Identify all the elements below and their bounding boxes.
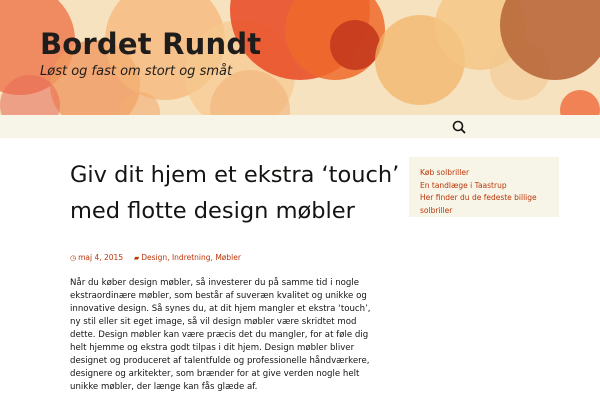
category-link[interactable]: Møbler xyxy=(215,253,241,262)
sidebar-widget xyxy=(409,157,559,217)
category-link[interactable]: Indretning xyxy=(171,253,211,262)
post-body: Når du køber design møbler, så investerer du på samme tid i nogle ekstraordinære møbler, som består af suveræn kvalitet og unikke og innovative design. Så synes du, at dit hjem mangler et ekstra ‘touch’, ny stil eller sit eget image, så vil design møbler være skridtet mod dette. Design møbler kan være præcis det du mangler, for at føle dig helt hjemme og ekstra godt tilpas i dit hjem. Design møbler bliver designet og produceret af talentfulde og professionelle håndværkere, designere og arkitekter, som brænder for at give verden nogle helt unikke møbler, der længe kan fås glæde af. xyxy=(70,278,371,392)
sidebar-link[interactable]: En tandlæge i Taastrup xyxy=(420,180,507,190)
search-icon xyxy=(449,117,469,137)
folder-icon: ▰ xyxy=(133,254,140,262)
clock-icon: ◷ xyxy=(70,254,77,262)
post-date[interactable]: maj 4, 2015 xyxy=(78,253,124,262)
navbar xyxy=(0,115,600,138)
category-link[interactable]: Design xyxy=(141,253,168,262)
site-title[interactable]: Bordet Rundt xyxy=(40,27,262,61)
site-header xyxy=(0,0,600,115)
sidebar-link[interactable]: Her finder du de fedeste billige solbriller xyxy=(420,193,537,215)
site-description: Løst og fast om stort og småt xyxy=(40,64,233,79)
post-title[interactable]: Giv dit hjem et ekstra ‘touch’ med flotte design møbler xyxy=(70,162,400,224)
post-meta: ◷ maj 4, 2015 ▰ Design, Indretning, Møbler xyxy=(70,253,241,262)
search-button[interactable] xyxy=(449,117,469,137)
sidebar-link[interactable]: Køb solbriller xyxy=(420,168,470,177)
